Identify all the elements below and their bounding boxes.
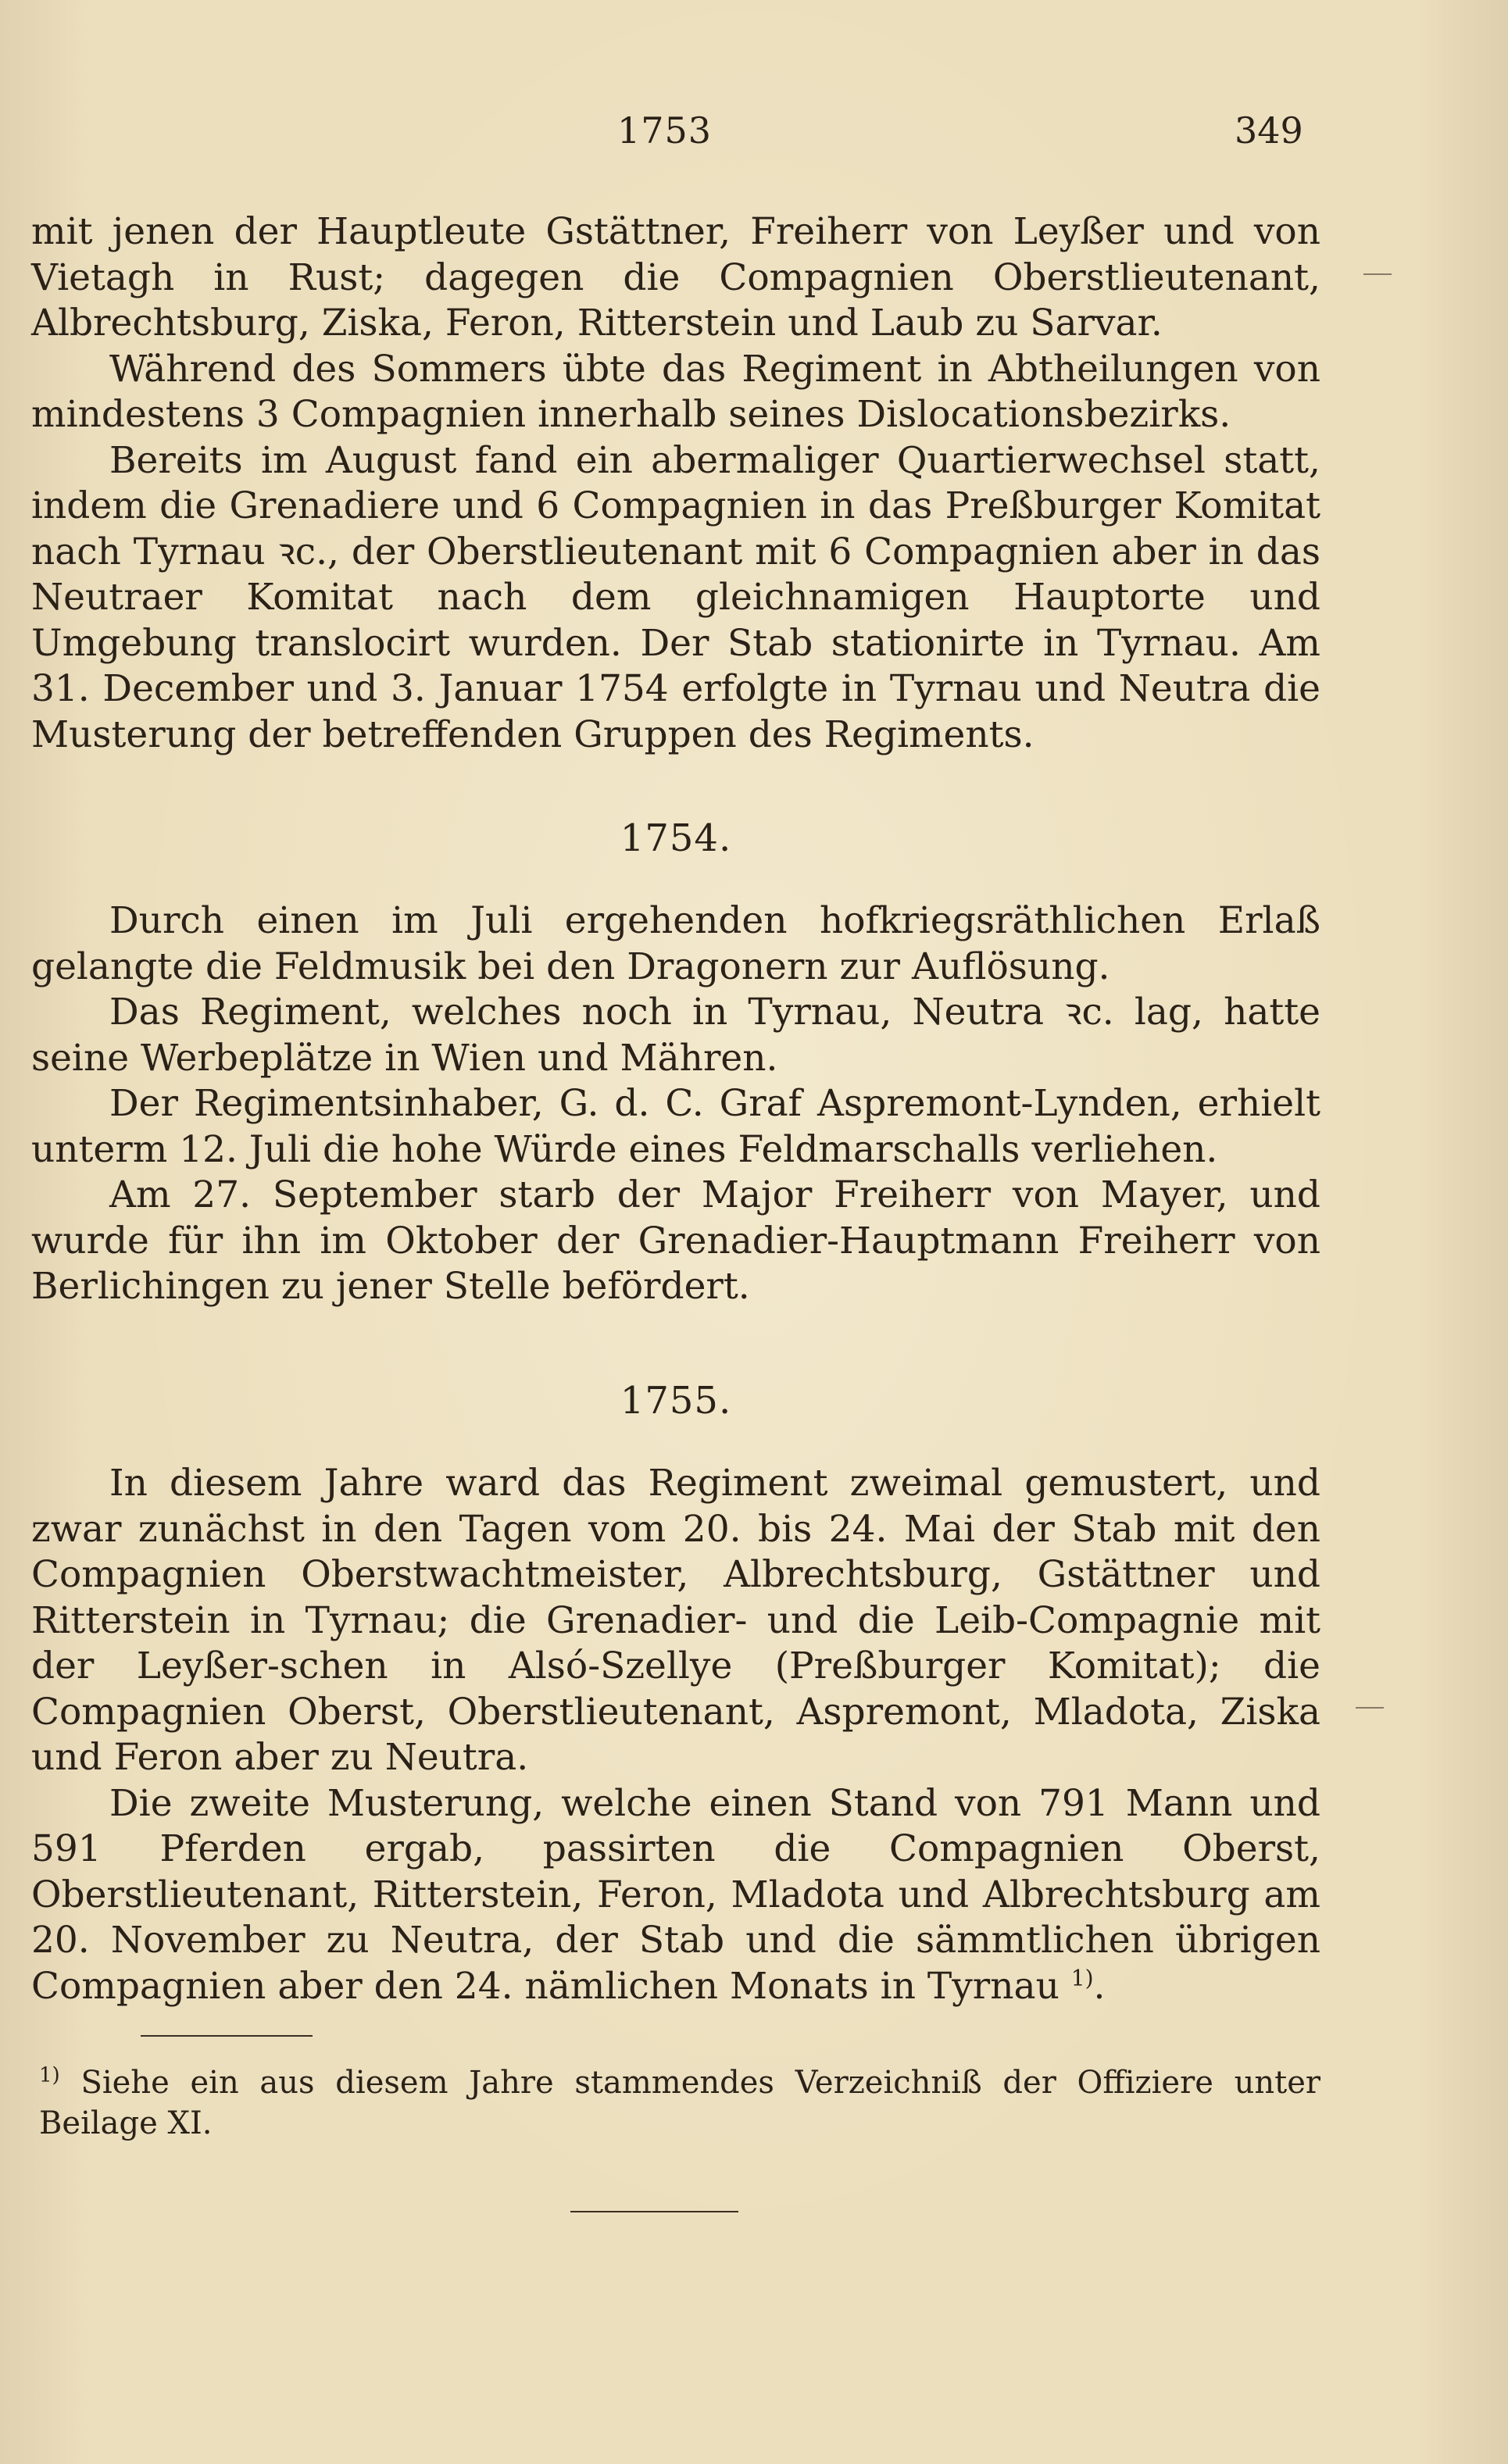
footnote-marker: 1): [39, 2063, 60, 2087]
section-heading-1754: 1754.: [620, 816, 732, 860]
footnote-text: Siehe ein aus diesem Jahre stammendes Verzeichniß der Offiziere unter Beilage XI.: [39, 2065, 1321, 2141]
paragraph-continuation: mit jenen der Hauptleute Gstättner, Freiherr von Leyßer und von Vietagh in Rust; dagegen die Compagnien Oberstlieutenant, Albrechtsburg, Ziska, Feron, Ritterstein und Laub zu Sarvar.: [31, 210, 1320, 345]
paragraph-recruitment: Das Regiment, welches noch in Tyrnau, Neutra ꝛc. lag, hatte seine Werbeplätze in Wien und Mähren.: [31, 991, 1320, 1080]
text-block-1754: [31, 898, 1320, 1310]
paragraph-second-muster-end: .: [1093, 1964, 1106, 2008]
paragraph-major-death: Am 27. September starb der Major Freiherr von Mayer, und wurde für ihn im Oktober der Grenadier-Hauptmann Freiherr von Berlichingen zu jener Stelle befördert.: [31, 1173, 1320, 1308]
paragraph-second-muster: [31, 1781, 1320, 2010]
paragraph-first-muster: In diesem Jahre ward das Regiment zweimal gemustert, und zwar zunächst in den Tagen vom 20. bis 24. Mai der Stab mit den Compagnien Oberstwachtmeister, Albrechtsburg, Gstättner und Ritterstein in Tyrnau; die Grenadier- und die Leib-Compagnie mit der Leyßer-schen in Alsó-Szellye (Preßburger Komitat); die Compagnien Oberst, Oberstlieutenant, Aspremont, Mladota, Ziska und Feron aber zu Neutra.: [31, 1462, 1320, 1779]
paragraph-second-muster-text: Die zweite Musterung, welche einen Stand von 791 Mann und 591 Pferden ergab, passirten die Compagnien Oberst, Oberstlieutenant, Ritterstein, Feron, Mladota und Albrechtsburg am 20. November zu Neutra, der Stab und die sämmtlichen übrigen Compagnien aber den 24. nämlichen Monats in Tyrnau: [31, 1781, 1320, 2008]
footnote: [39, 2062, 1320, 2144]
margin-pencil-mark: [1363, 273, 1392, 275]
paragraph-summer-exercise: Während des Sommers übte das Regiment in Abtheilungen von mindestens 3 Compagnien innerhalb seines Dislocationsbezirks.: [31, 347, 1320, 436]
footnote-divider: [141, 2035, 313, 2037]
section-heading-1755: 1755.: [620, 1379, 732, 1423]
running-header-year: 1753: [617, 109, 713, 152]
end-of-page-rule: [570, 2211, 738, 2212]
text-block-1755: [31, 1461, 1320, 2009]
text-block-1753: [31, 209, 1320, 758]
paragraph-quarter-change: Bereits im August fand ein abermaliger Quartierwechsel statt, indem die Grenadiere und 6 Compagnien in das Preßburger Komitat nach Tyrnau ꝛc., der Oberstlieutenant mit 6 Compagnien aber in das Neutraer Komitat nach dem gleichnamigen Hauptorte und Umgebung translocirt wurden. Der Stab stationirte in Tyrnau. Am 31. December und 3. Januar 1754 erfolgte in Tyrnau und Neutra die Musterung der betreffenden Gruppen des Regiments.: [31, 438, 1320, 756]
paragraph-field-marshal: Der Regimentsinhaber, G. d. C. Graf Aspremont-Lynden, erhielt unterm 12. Juli die hohe Würde eines Feldmarschalls verliehen.: [31, 1082, 1320, 1171]
footnote-reference: 1): [1070, 1964, 1094, 1991]
margin-pencil-mark: [1356, 1707, 1384, 1709]
running-header: [0, 109, 1508, 164]
page-number: 349: [1235, 109, 1303, 152]
paragraph-field-music: Durch einen im Juli ergehenden hofkriegsräthlichen Erlaß gelangte die Feldmusik bei den Dragonern zur Auflösung.: [31, 899, 1320, 988]
